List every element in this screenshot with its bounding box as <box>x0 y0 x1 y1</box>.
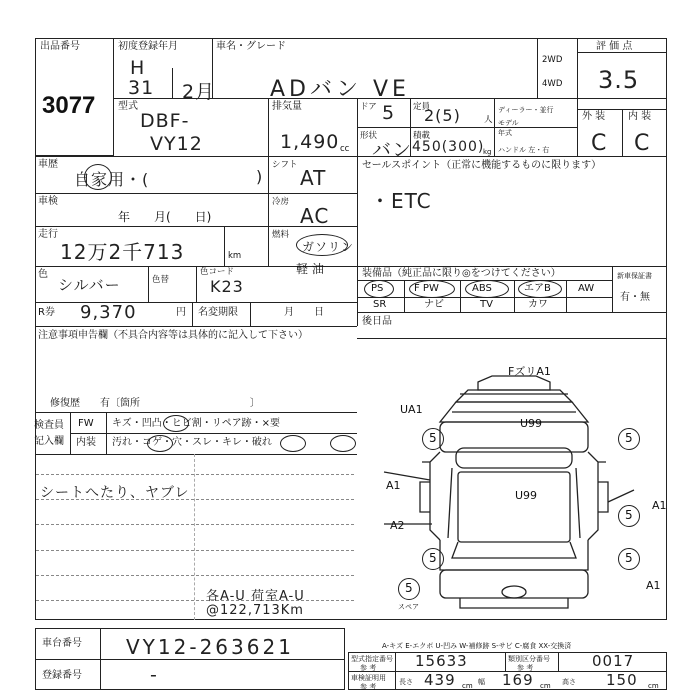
disp-value: 1,490 <box>280 131 340 153</box>
type-cert-label: 型式指定番号 <box>351 655 393 663</box>
cert-label: 車検証明用 <box>351 674 386 682</box>
color-change-label: 色替 <box>152 275 170 285</box>
dotted-line <box>36 600 354 601</box>
divider <box>577 38 578 156</box>
reg-era: H <box>130 57 146 79</box>
selected-mark <box>364 280 394 298</box>
warranty-label: 新車保証書 <box>617 272 652 280</box>
checker-tag-1: FW <box>78 418 94 429</box>
divider <box>35 193 357 194</box>
spare-label: スペア <box>398 603 419 611</box>
load-unit: kg <box>483 148 492 156</box>
diagram-label: U99 <box>515 489 538 502</box>
width-value: 169 <box>502 671 534 689</box>
reg-label: 初度登録年月 <box>118 41 178 52</box>
selected-mark <box>465 280 509 298</box>
year-label: 年式 <box>498 129 512 137</box>
equip-aw: AW <box>578 283 595 294</box>
class-sub: 参 考 <box>517 664 534 672</box>
divider <box>357 338 667 339</box>
inspection-value: 年 月( 日) <box>118 210 212 224</box>
reg-year: 31 <box>128 77 155 99</box>
remark-line-1: シートへたり、ヤブレ <box>40 485 190 501</box>
recycle-value: 9,370 <box>80 302 137 323</box>
dealer-label: ディーラー・並行 <box>498 106 554 114</box>
shape-value: バン <box>372 139 413 161</box>
checker-label-1: 検査員 <box>34 420 64 431</box>
equipment-label: 装備品（純正品に限り◎をつけてください） <box>362 268 561 279</box>
divider <box>460 280 461 312</box>
equip-ps: PS <box>371 283 384 294</box>
shape-label: 形状 <box>360 131 378 141</box>
equip-sr: SR <box>373 299 387 310</box>
divider <box>268 156 269 266</box>
reg-number-label: 登録番号 <box>42 670 82 681</box>
mileage-value: 12万2千713 <box>60 240 185 264</box>
remark-line-3: @122,713Km <box>206 603 304 618</box>
checker-row-2: 汚れ・コゲ・穴・スレ・キレ・破れ <box>112 437 272 448</box>
divider <box>357 312 667 313</box>
disp-label: 排気量 <box>272 101 302 112</box>
equip-leather: カワ <box>528 299 548 310</box>
sales-label: セールスポイント（正常に機能するものに限ります） <box>362 160 602 171</box>
history-label: 車歴 <box>38 159 58 170</box>
mileage-label: 走行 <box>38 229 58 240</box>
inspection-label: 車検 <box>38 196 58 207</box>
score-label: 評 価 点 <box>596 41 633 52</box>
diagram-label: A2 <box>390 519 405 532</box>
remark-line-2: 各A-U 荷室A-U <box>206 589 305 604</box>
selected-mark <box>280 435 306 452</box>
diagram-label: A1 <box>652 499 667 512</box>
ext-label: 外 装 <box>582 111 606 122</box>
divider <box>194 454 195 620</box>
fuel-gas: ガソリン <box>302 240 355 254</box>
height-value: 150 <box>606 671 638 689</box>
score-value: 3.5 <box>598 66 640 94</box>
width-unit: cm <box>540 682 551 690</box>
length-label: 長さ <box>399 678 413 686</box>
divider <box>357 127 577 128</box>
load-label: 積載 <box>413 131 431 141</box>
lot-number: 3077 <box>42 92 96 119</box>
reg-month: 2月 <box>182 81 216 103</box>
selected-mark <box>147 435 173 452</box>
equip-abs: ABS <box>472 283 492 294</box>
divider <box>35 156 667 157</box>
divider <box>622 109 623 156</box>
door-label: ドア <box>360 102 377 112</box>
divider <box>514 280 515 312</box>
tire-tread: 5 <box>625 431 633 445</box>
car-name: ADバン VE <box>270 77 410 102</box>
color-code-value: K23 <box>210 277 244 296</box>
color-code-label: 色コード <box>200 267 235 277</box>
fuel-label: 燃料 <box>272 230 290 240</box>
checker-row-1: キズ・凹凸・ヒビ割・リペア跡・×要 <box>112 418 280 429</box>
divider <box>357 156 358 326</box>
color-value: シルバー <box>58 276 121 294</box>
divider <box>395 652 396 690</box>
fuel-diesel: 軽 油 <box>296 262 324 276</box>
selected-mark <box>409 280 455 298</box>
history-value: 自家用・( <box>74 170 150 189</box>
recycle-label: R券 <box>38 307 55 318</box>
repair-history: 修復歴 有〔箇所 〕 <box>50 398 260 409</box>
cap-value: 2(5) <box>424 106 461 125</box>
model-label: モデル <box>498 119 519 127</box>
mileage-unit: km <box>228 251 242 261</box>
reg-number-value: - <box>150 664 158 686</box>
diagram-label: UA1 <box>400 403 423 416</box>
ac-label: 冷房 <box>272 197 290 207</box>
selected-mark <box>163 415 189 432</box>
handle-label: ハンドル 左・右 <box>498 146 550 154</box>
model-code: DBF- <box>140 110 190 132</box>
selected-mark <box>84 164 112 190</box>
width-label: 幅 <box>478 678 485 686</box>
chassis-label: 車台番号 <box>42 638 82 649</box>
divider <box>172 68 173 98</box>
divider <box>35 266 667 267</box>
tire-tread: 5 <box>625 551 633 565</box>
chassis-value: VY12-263621 <box>126 635 294 659</box>
divider <box>148 266 149 302</box>
cap-label: 定員 <box>413 102 431 112</box>
divider <box>192 302 193 326</box>
class-label: 類別区分番号 <box>508 655 550 663</box>
height-unit: cm <box>648 682 659 690</box>
divider <box>196 266 197 302</box>
model-code-2: VY12 <box>150 133 203 155</box>
name-label: 車名・グレード <box>216 41 286 52</box>
shift-value: AT <box>300 166 327 190</box>
damage-legend: A-キズ E-エクボ U-凹み W-補修跡 S-サビ C-腐食 XX-交換済 <box>382 642 572 650</box>
diagram-label: A1 <box>386 479 401 492</box>
recycle-unit: 円 <box>176 307 186 318</box>
int-value: C <box>634 131 651 156</box>
diagram-label: U99 <box>520 417 543 430</box>
type-label: 型式 <box>118 101 138 112</box>
wd2-label: 2WD <box>542 55 563 65</box>
warranty-value: 有・無 <box>620 292 650 303</box>
checker-tag-2: 内装 <box>76 437 96 448</box>
tire-tread: 5 <box>625 508 633 522</box>
lot-label: 出品番号 <box>40 41 80 52</box>
equip-airbag: エアB <box>524 283 551 294</box>
dotted-line <box>36 575 354 576</box>
diagram-label: A1 <box>646 579 661 592</box>
divider <box>566 280 567 312</box>
divider <box>100 628 101 690</box>
name-change-value: 月 日 <box>284 307 324 318</box>
sales-value: ・ETC <box>370 189 432 213</box>
wd4-label: 4WD <box>542 79 563 89</box>
ext-value: C <box>591 131 608 156</box>
history-close: ) <box>256 167 264 186</box>
selected-mark <box>296 234 348 256</box>
divider <box>250 302 251 326</box>
height-label: 高さ <box>562 678 576 686</box>
divider <box>494 98 495 156</box>
selected-mark <box>330 435 356 452</box>
dotted-line <box>36 474 354 475</box>
ac-value: AC <box>300 204 330 228</box>
door-value: 5 <box>382 102 396 124</box>
cap-unit: 人 <box>484 115 493 125</box>
disp-unit: cc <box>340 144 350 154</box>
divider <box>35 412 357 413</box>
divider <box>35 659 345 660</box>
divider <box>224 226 225 266</box>
divider <box>612 266 613 312</box>
tire-tread: 5 <box>429 431 437 445</box>
notes-label: 注意事項申告欄（不具合内容等は具体的に記入して下さい） <box>38 330 308 341</box>
selected-mark <box>518 280 562 298</box>
tire-tread: 5 <box>429 551 437 565</box>
type-cert-value: 15633 <box>415 652 468 670</box>
load-value: 450(300) <box>412 139 485 155</box>
name-change-label: 名変期限 <box>198 307 238 318</box>
divider <box>268 98 269 156</box>
divider <box>35 326 357 327</box>
back-item-label: 後日品 <box>362 316 392 327</box>
divider <box>558 652 559 671</box>
class-value: 0017 <box>592 652 635 670</box>
length-value: 439 <box>424 671 456 689</box>
diagram-top-label: FズリA1 <box>508 365 551 378</box>
divider <box>70 433 357 434</box>
checker-label-2: 記入欄 <box>34 436 64 447</box>
shift-label: シフト <box>272 160 298 170</box>
divider <box>35 454 357 455</box>
divider <box>505 652 506 671</box>
equip-navi: ナビ <box>424 299 444 310</box>
color-label: 色 <box>38 269 48 280</box>
tire-tread: 5 <box>405 581 413 595</box>
divider <box>404 280 405 312</box>
dotted-line <box>36 524 354 525</box>
cert-sub: 参 考 <box>360 683 377 691</box>
dotted-line <box>36 550 354 551</box>
int-label: 内 装 <box>628 111 652 122</box>
divider <box>537 38 538 98</box>
type-cert-sub: 参 考 <box>360 664 377 672</box>
equip-fpw: F PW <box>414 283 439 294</box>
length-unit: cm <box>462 682 473 690</box>
equip-tv: TV <box>480 299 493 310</box>
